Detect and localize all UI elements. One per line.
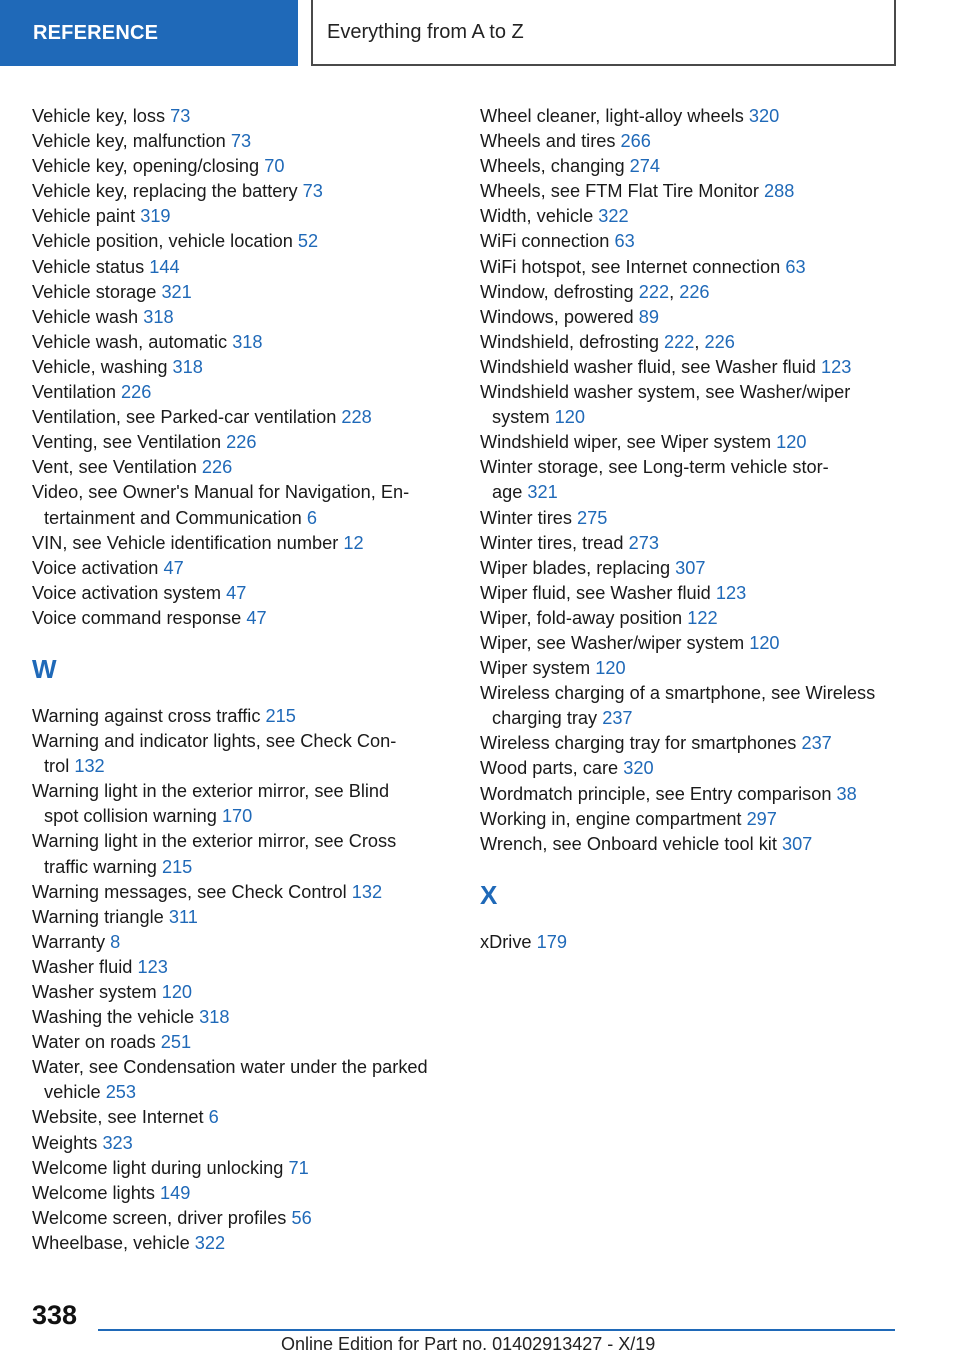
index-entry-text: Vehicle position, vehicle location 52 [32, 231, 319, 252]
page-reference-link[interactable]: 120 [776, 432, 807, 453]
index-entry-text: spot collision warning 170 [44, 806, 253, 827]
index-entry-text: VIN, see Vehicle identification number 12 [32, 532, 364, 553]
page-reference-link[interactable]: 47 [226, 582, 247, 603]
index-entry [32, 204, 452, 229]
index-entry-text: Vehicle status 144 [32, 256, 180, 277]
index-entry-text: Warning and indicator lights, see Check Con- [32, 731, 397, 752]
page-reference-link[interactable]: 56 [291, 1207, 312, 1228]
section-label: REFERENCE [33, 21, 159, 44]
page-reference-link[interactable]: 123 [821, 356, 852, 377]
index-entry-text: traffic warning 215 [44, 856, 193, 877]
page-reference-link[interactable]: 63 [785, 256, 806, 277]
page-reference-link[interactable]: 47 [246, 607, 267, 628]
chapter-title: Everything from A to Z [327, 20, 524, 43]
index-entry [480, 330, 910, 355]
index-entry-text: Wheels, changing 274 [480, 156, 660, 177]
index-entry [480, 179, 910, 204]
index-entry [480, 280, 910, 305]
index-entry [32, 154, 452, 179]
index-entry [32, 531, 452, 556]
index-entry-text: charging tray 237 [492, 708, 633, 729]
index-entry [32, 1030, 452, 1055]
index-entry [480, 305, 910, 330]
page-reference-link[interactable]: 318 [143, 306, 174, 327]
index-entry [480, 581, 910, 606]
index-entry [32, 129, 452, 154]
index-entry [480, 807, 910, 832]
index-entry [32, 179, 452, 204]
index-entry-text: Video, see Owner's Manual for Navigation, En- [32, 482, 410, 503]
index-entry-text: Washer fluid 123 [32, 956, 168, 977]
page-reference-link[interactable]: 123 [715, 582, 747, 603]
index-entry-text: Width, vehicle 322 [480, 206, 629, 227]
index-entry [32, 255, 452, 280]
index-entry-text: Wiper, see Washer/wiper system 120 [480, 632, 780, 653]
page-reference-link[interactable]: 47 [163, 557, 184, 578]
index-entry-text: Welcome screen, driver profiles 56 [32, 1207, 312, 1228]
index-entry [480, 782, 910, 807]
index-entry [32, 380, 452, 405]
page-reference-link[interactable]: 228 [341, 407, 372, 428]
index-entry [480, 355, 910, 380]
index-entry-text: Vehicle key, opening/closing 70 [32, 156, 285, 177]
index-entry-text: Weights 323 [32, 1132, 133, 1153]
index-entry-text: Warning triangle 311 [32, 906, 198, 927]
page-reference-link[interactable]: 73 [170, 106, 191, 126]
page-reference-link[interactable]: 275 [577, 507, 608, 528]
index-entry [32, 905, 452, 930]
page-reference-link[interactable]: 288 [764, 181, 795, 202]
page-reference-link[interactable]: 320 [623, 758, 654, 779]
index-entry [32, 729, 452, 779]
index-entry-text: Warning light in the exterior mirror, see Cross [32, 831, 397, 852]
index-entry [32, 280, 452, 305]
page-reference-link[interactable]: 320 [748, 106, 780, 126]
index-entry [480, 204, 910, 229]
index-entry-text: Water, see Condensation water under the parked [32, 1057, 428, 1078]
index-entry [32, 829, 452, 879]
page-reference-link[interactable]: 8 [110, 931, 121, 952]
page-reference-link[interactable]: 222 [638, 281, 670, 302]
index-entry-text: Winter storage, see Long-term vehicle stor- [480, 457, 829, 478]
index-entry [32, 1131, 452, 1156]
index-entry [32, 704, 452, 729]
section-tab [0, 0, 298, 66]
index-entry-text: Wiper, fold-away position 122 [480, 607, 718, 628]
index-entry-text: Wiper system 120 [480, 658, 626, 679]
index-entry [32, 930, 452, 955]
index-entry-text: Ventilation, see Parked-car ventilation 228 [32, 407, 372, 428]
page-number: 338 [32, 1300, 78, 1330]
index-entry-text: Windshield, defrosting 222, 226 [480, 331, 735, 352]
index-entry [480, 606, 910, 631]
page-reference-link[interactable]: 132 [351, 881, 383, 902]
index-entry [480, 531, 910, 556]
index-entry-text: Vehicle storage 321 [32, 281, 192, 302]
index-entry [480, 154, 910, 179]
index-entry [32, 405, 452, 430]
page-reference-link[interactable]: 120 [554, 407, 586, 428]
index-entry-text: Vehicle wash 318 [32, 306, 174, 327]
index-entry-text: Windows, powered 89 [480, 306, 659, 327]
index-entry-text: Vehicle key, loss 73 [32, 106, 191, 126]
index-entry [480, 756, 910, 781]
index-entry-text: WiFi hotspot, see Internet connection 63 [480, 256, 806, 277]
index-entry-text: Warning light in the exterior mirror, see Blind [32, 781, 390, 802]
index-entry [480, 430, 910, 455]
index-entry [32, 779, 452, 829]
index-entry-text: Wheel cleaner, light-alloy wheels 320 [480, 106, 780, 126]
index-entry [480, 255, 910, 280]
index-entry-text: Vehicle wash, automatic 318 [32, 331, 263, 352]
index-entry [480, 832, 910, 857]
page-reference-link[interactable]: 89 [638, 306, 659, 327]
index-entry-text: Washing the vehicle 318 [32, 1007, 230, 1028]
page-reference-link[interactable]: 63 [614, 231, 635, 252]
chapter-header [311, 0, 896, 66]
index-entry-text: xDrive 179 [480, 931, 567, 952]
index-entry-text: system 120 [492, 407, 586, 428]
index-entry [32, 305, 452, 330]
page-reference-link[interactable]: 237 [602, 708, 633, 729]
index-entry [480, 104, 910, 129]
page-reference-link[interactable]: 73 [302, 181, 323, 202]
index-entry-text: Warning against cross traffic 215 [32, 705, 296, 726]
page-reference-link[interactable]: 149 [160, 1182, 191, 1203]
index-entry-text: Working in, engine compartment 297 [480, 808, 777, 829]
page-reference-link[interactable]: 322 [194, 1232, 226, 1253]
page-reference-link[interactable]: 311 [168, 906, 198, 927]
index-entry [32, 606, 452, 631]
page-reference-link[interactable]: 226 [201, 457, 233, 478]
index-entry [480, 380, 910, 430]
page-reference-link[interactable]: 222 [664, 331, 695, 352]
index-entry [32, 1156, 452, 1181]
index-entry-text: age 321 [492, 482, 558, 503]
index-entry [32, 455, 452, 480]
index-entry-text: Vehicle paint 319 [32, 206, 171, 227]
page-reference-link[interactable]: 6 [306, 507, 317, 528]
page-reference-link[interactable]: 226 [704, 331, 735, 352]
index-entry-text: Warning messages, see Check Control 132 [32, 881, 383, 902]
page-reference-link[interactable]: 120 [161, 982, 193, 1002]
page-reference-link[interactable]: 251 [160, 1032, 192, 1053]
index-entry [32, 581, 452, 606]
page-reference-link[interactable]: 120 [595, 658, 626, 679]
index-entry-text: Windshield wiper, see Wiper system 120 [480, 432, 807, 453]
page-reference-link[interactable]: 71 [288, 1157, 309, 1178]
page-reference-link[interactable]: 274 [629, 156, 660, 177]
index-entry-text: Vehicle key, replacing the battery 73 [32, 181, 323, 202]
index-entry [480, 229, 910, 254]
page-reference-link[interactable]: 322 [598, 206, 629, 227]
page-reference-link[interactable]: 318 [199, 1007, 230, 1028]
index-entry [32, 1005, 452, 1030]
index-entry [32, 556, 452, 581]
index-entry [32, 104, 452, 129]
index-entry-text: tertainment and Communication 6 [44, 507, 317, 528]
page-reference-link[interactable]: 318 [232, 331, 263, 352]
page-reference-link[interactable]: 226 [679, 281, 710, 302]
index-entry [480, 455, 910, 505]
index-letter-heading: X [480, 879, 498, 910]
page-reference-link[interactable]: 253 [105, 1082, 137, 1103]
page-reference-link[interactable]: 215 [265, 705, 296, 726]
index-entry [480, 930, 910, 955]
page-reference-link[interactable]: 170 [221, 806, 253, 827]
index-entry-text: Vehicle key, malfunction 73 [32, 131, 252, 152]
index-entry-text: Wheels and tires 266 [480, 131, 651, 152]
index-column-left [32, 104, 452, 1256]
index-entry-text: Wrench, see Onboard vehicle tool kit 307 [480, 833, 813, 854]
page-reference-link[interactable]: 226 [121, 382, 152, 403]
page-reference-link[interactable]: 321 [527, 482, 558, 503]
edition-note: Online Edition for Part no. 01402913427 - X/19 [281, 1334, 656, 1354]
page-reference-link[interactable]: 12 [343, 532, 364, 553]
index-entry [32, 880, 452, 905]
index-entry [32, 980, 452, 1005]
page-reference-link[interactable]: 52 [297, 231, 319, 252]
index-entry [32, 1206, 452, 1231]
index-entry-text: Windshield washer fluid, see Washer fluid 123 [480, 356, 852, 377]
index-entry-text: Welcome light during unlocking 71 [32, 1157, 309, 1178]
index-entry [32, 229, 452, 254]
page-reference-link[interactable]: 70 [264, 156, 285, 177]
index-entry-text: Winter tires 275 [480, 507, 608, 528]
page-reference-link[interactable]: 123 [137, 956, 168, 977]
index-entry-text: Wiper blades, replacing 307 [480, 557, 706, 578]
index-entry [480, 681, 910, 731]
index-entry-text: Wireless charging of a smartphone, see Wireless [480, 683, 876, 704]
page-reference-link[interactable]: 38 [836, 783, 857, 804]
index-entry [32, 480, 452, 530]
index-entry-text: Windshield washer system, see Washer/wiper [480, 382, 851, 403]
page-reference-link[interactable]: 120 [749, 632, 780, 653]
page-reference-link[interactable]: 179 [536, 931, 567, 952]
index-entry [32, 330, 452, 355]
page-reference-link[interactable]: 321 [161, 281, 192, 302]
index-entry-text: Wheels, see FTM Flat Tire Monitor 288 [480, 181, 795, 202]
page-reference-link[interactable]: 215 [161, 856, 193, 877]
index-entry-text: Wireless charging tray for smartphones 237 [480, 733, 832, 754]
index-entry-text: Window, defrosting 222, 226 [480, 281, 710, 302]
page-reference-link[interactable]: 73 [230, 131, 252, 152]
page-reference-link[interactable]: 6 [208, 1107, 219, 1128]
index-entry-text: Voice activation system 47 [32, 582, 247, 603]
index-entry-text: Wiper fluid, see Washer fluid 123 [480, 582, 747, 603]
index-entry-text: Wordmatch principle, see Entry comparison 38 [480, 783, 857, 804]
page-reference-link[interactable]: 323 [102, 1132, 133, 1153]
page-reference-link[interactable]: 226 [226, 432, 257, 453]
index-entry [480, 129, 910, 154]
index-entry-text: Venting, see Ventilation 226 [32, 432, 257, 453]
index-entry-text: Website, see Internet 6 [32, 1107, 219, 1128]
index-entry [32, 955, 452, 980]
index-entry-text: WiFi connection 63 [480, 231, 635, 252]
index-entry [480, 631, 910, 656]
index-entry-text: Voice command response 47 [32, 607, 267, 628]
index-column-right [480, 104, 910, 955]
index-entry [32, 1181, 452, 1206]
index-entry-text: Ventilation 226 [32, 382, 152, 403]
index-entry-text: Wheelbase, vehicle 322 [32, 1232, 226, 1253]
page-reference-link[interactable]: 307 [781, 833, 813, 854]
index-entry-text: Wood parts, care 320 [480, 758, 654, 779]
page-reference-link[interactable]: 319 [140, 206, 171, 227]
index-entry [480, 556, 910, 581]
index-entry-text: Welcome lights 149 [32, 1182, 191, 1203]
index-entry [32, 1055, 452, 1105]
page-reference-link[interactable]: 144 [149, 256, 180, 277]
index-entry-text: Voice activation 47 [32, 557, 184, 578]
index-entry-text: vehicle 253 [44, 1082, 137, 1103]
index-entry-text: Vent, see Ventilation 226 [32, 457, 233, 478]
index-entry [480, 731, 910, 756]
page-reference-link[interactable]: 307 [675, 557, 706, 578]
page-reference-link[interactable]: 237 [801, 733, 832, 754]
index-entry [32, 355, 452, 380]
page-reference-link[interactable]: 318 [172, 356, 203, 377]
index-entry [480, 656, 910, 681]
index-entry [32, 1231, 452, 1256]
page-reference-link[interactable]: 273 [628, 532, 659, 553]
index-entry-text: Washer system 120 [32, 982, 193, 1002]
footer-divider [98, 1329, 895, 1331]
page-reference-link[interactable]: 122 [687, 607, 718, 628]
index-entry-text: Vehicle, washing 318 [32, 356, 203, 377]
index-letter-heading: W [32, 653, 57, 684]
index-entry [32, 1105, 452, 1130]
index-entry [32, 430, 452, 455]
index-entry-text: Water on roads 251 [32, 1032, 192, 1053]
index-entry-text: trol 132 [44, 756, 105, 777]
page-reference-link[interactable]: 132 [74, 756, 105, 777]
page-reference-link[interactable]: 266 [620, 131, 651, 152]
page-reference-link[interactable]: 297 [746, 808, 777, 829]
index-entry-text: Winter tires, tread 273 [480, 532, 659, 553]
index-entry-text: Warranty 8 [32, 931, 121, 952]
index-entry [480, 506, 910, 531]
